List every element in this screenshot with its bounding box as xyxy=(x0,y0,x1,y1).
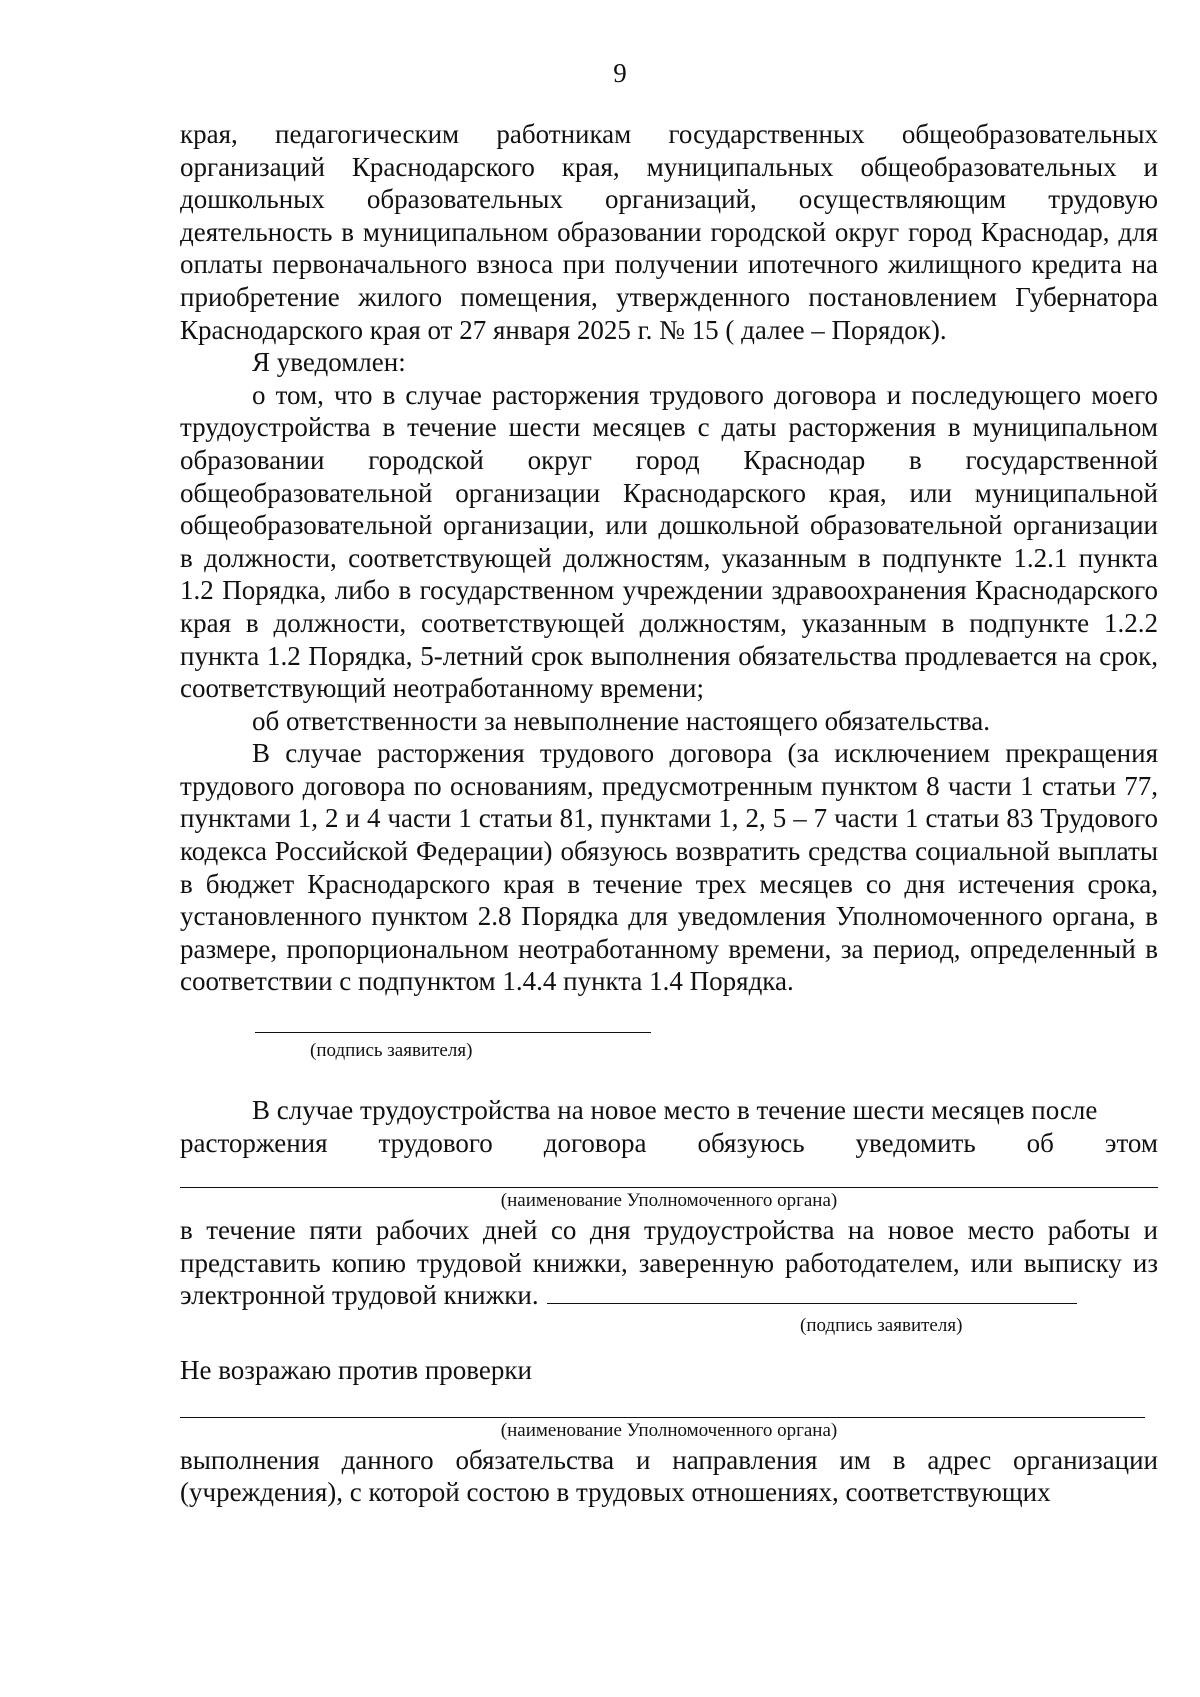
word: этом xyxy=(1104,1127,1158,1158)
signature-caption: (подпись заявителя) xyxy=(310,1040,473,1062)
word: трудового xyxy=(378,1127,493,1158)
page-number: 9 xyxy=(613,58,627,88)
document-body xyxy=(180,118,1158,1509)
no-objection-text: Не возражаю против проверки xyxy=(180,1355,532,1385)
applicant-signature-block-1 xyxy=(180,1032,1158,1094)
employment-continuation-text: в течение пяти рабочих дней со дня трудоустройства на новое место работы и представить копию трудовой книжки, заверенную работодателем, или выписку из электронной трудовой книжки. xyxy=(180,1215,1158,1311)
verification-paragraph: выполнения данного обязательства и направления им в адрес организации (учреждения), с которой состою в трудовых отношениях, соответствующих xyxy=(180,1444,1158,1508)
notified-heading: Я уведомлен: xyxy=(252,347,406,378)
authority-name-caption-2: (наименование Уполномоченного органа) xyxy=(500,1419,838,1441)
employment-paragraph-line2 xyxy=(180,1127,1158,1160)
authority-name-caption-1: (наименование Уполномоченного органа) xyxy=(500,1190,838,1212)
word: об xyxy=(1026,1127,1054,1158)
employment-continuation xyxy=(180,1214,1158,1312)
notice-paragraph-2: об ответственности за невыполнение настоящего обязательства. xyxy=(252,705,991,736)
spacer xyxy=(180,1338,1158,1354)
word: расторжения xyxy=(180,1127,328,1158)
intro-paragraph: края, педагогическим работникам государственных общеобразовательных организаций Краснодарского края, муниципальных общеобразовательных и дошкольных образовательных организаций, осуществляющим трудовую деятельность в муниципальном образовании городской округ город Краснодар, для оплаты первоначального взноса при получении ипотечного жилищного кредита на приобретение жилого помещения, утвержденного постановлением Губернатора Краснодарского края от 27 января 2025 г. № 15 ( далее – Порядок). xyxy=(180,119,1158,345)
word: договора xyxy=(543,1127,647,1158)
notice-paragraph-1: о том, что в случае расторжения трудового договора и последующего моего трудоустройства в течение шести месяцев с даты расторжения в муниципальном образовании городской округ город Краснодар в государственной общеобразовательной организации Краснодарского края, или муниципальной общеобразовательной организации, или дошкольной образовательной организации в должности, соответствующей должностям, указанным в подпункте 1.2.1 пункта 1.2 Порядка, либо в государственном учреждении здравоохранения Краснодарского края в должности, соответствующей должностям, указанным в подпункте 1.2.2 пункта 1.2 Порядка, 5-летний срок выполнения обязательства продлевается на срок, соответствующий неотработанному времени; xyxy=(180,379,1158,704)
signature-blank-2[interactable] xyxy=(547,1281,1077,1304)
word: уведомить xyxy=(855,1127,976,1158)
employment-paragraph-line1: В случае трудоустройства на новое место в течение шести месяцев после xyxy=(252,1095,1098,1126)
word: обязуюсь xyxy=(697,1127,805,1158)
signature-line[interactable] xyxy=(255,1032,651,1033)
termination-paragraph: В случае расторжения трудового договора (за исключением прекращения трудового договора по основаниям, предусмотренным пунктом 8 части 1 статьи 77, пунктами 1, 2 и 4 части 1 статьи 81, пунктами 1, 2, 5 – 7 части 1 статьи 83 Трудового кодекса Российской Федерации) обязуюсь возвратить средства социальной выплаты в бюджет Краснодарского края в течение трех месяцев со дня истечения срока, установленного пунктом 2.8 Порядка для уведомления Уполномоченного органа, в размере, пропорциональном неотработанному времени, за период, определенный в соответствии с подпунктом 1.4.4 пункта 1.4 Порядка. xyxy=(180,738,1158,997)
signature-caption-2: (подпись заявителя) xyxy=(800,1315,963,1336)
